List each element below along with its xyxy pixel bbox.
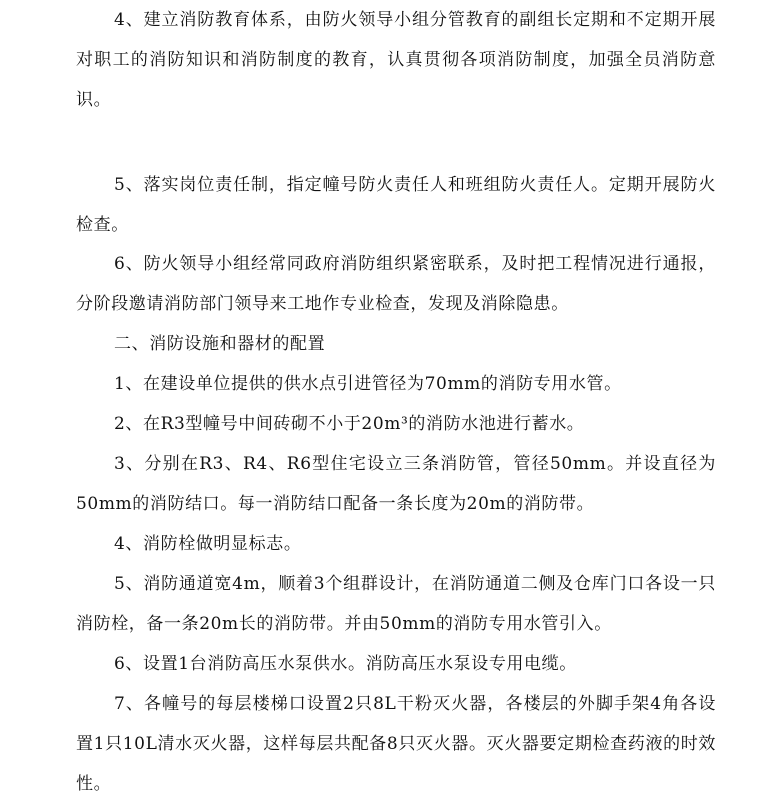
paragraph-hydrant-marking: 4、消防栓做明显标志。 — [114, 534, 302, 554]
paragraph-water-pool: 2、在R3型幢号中间砖砌不小于20m³的消防水池进行蓄水。 — [114, 414, 585, 434]
paragraph-post-responsibility: 5、落实岗位责任制，指定幢号防火责任人和班组防火责任人。定期开展防火检查。 — [76, 175, 716, 235]
paragraph-government-liaison: 6、防火领导小组经常同政府消防组织紧密联系，及时把工程情况进行通报，分阶段邀请消防部门领导来工地作专业检查，发现及消除隐患。 — [76, 254, 716, 314]
paragraph-pump: 6、设置1台消防高压水泵供水。消防高压水泵设专用电缆。 — [114, 654, 577, 674]
paragraph-water-supply-pipe: 1、在建设单位提供的供水点引进管径为70mm的消防专用水管。 — [114, 374, 622, 394]
paragraph-extinguishers: 7、各幢号的每层楼梯口设置2只8L干粉灭火器，各楼层的外脚手架4角各设置1只10L清水灭火器，这样每层共配备8只灭火器。灭火器要定期检查药液的时效性。 — [76, 694, 716, 794]
paragraph-fire-pipes: 3、分别在R3、R4、R6型住宅设立三条消防管，管径50mm。并设直径为50mm的消防结口。每一消防结口配备一条长度为20m的消防带。 — [76, 454, 716, 514]
section-heading-fire-facilities: 二、消防设施和器材的配置 — [114, 334, 326, 354]
paragraph-fire-education: 4、建立消防教育体系，由防火领导小组分管教育的副组长定期和不定期开展对职工的消防知识和消防制度的教育，认真贯彻各项消防制度，加强全员消防意识。 — [76, 10, 716, 110]
paragraph-fire-passage: 5、消防通道宽4m，顺着3个组群设计，在消防通道二侧及仓库门口各设一只消防栓，备一条20m长的消防带。并由50mm的消防专用水管引入。 — [76, 574, 716, 634]
